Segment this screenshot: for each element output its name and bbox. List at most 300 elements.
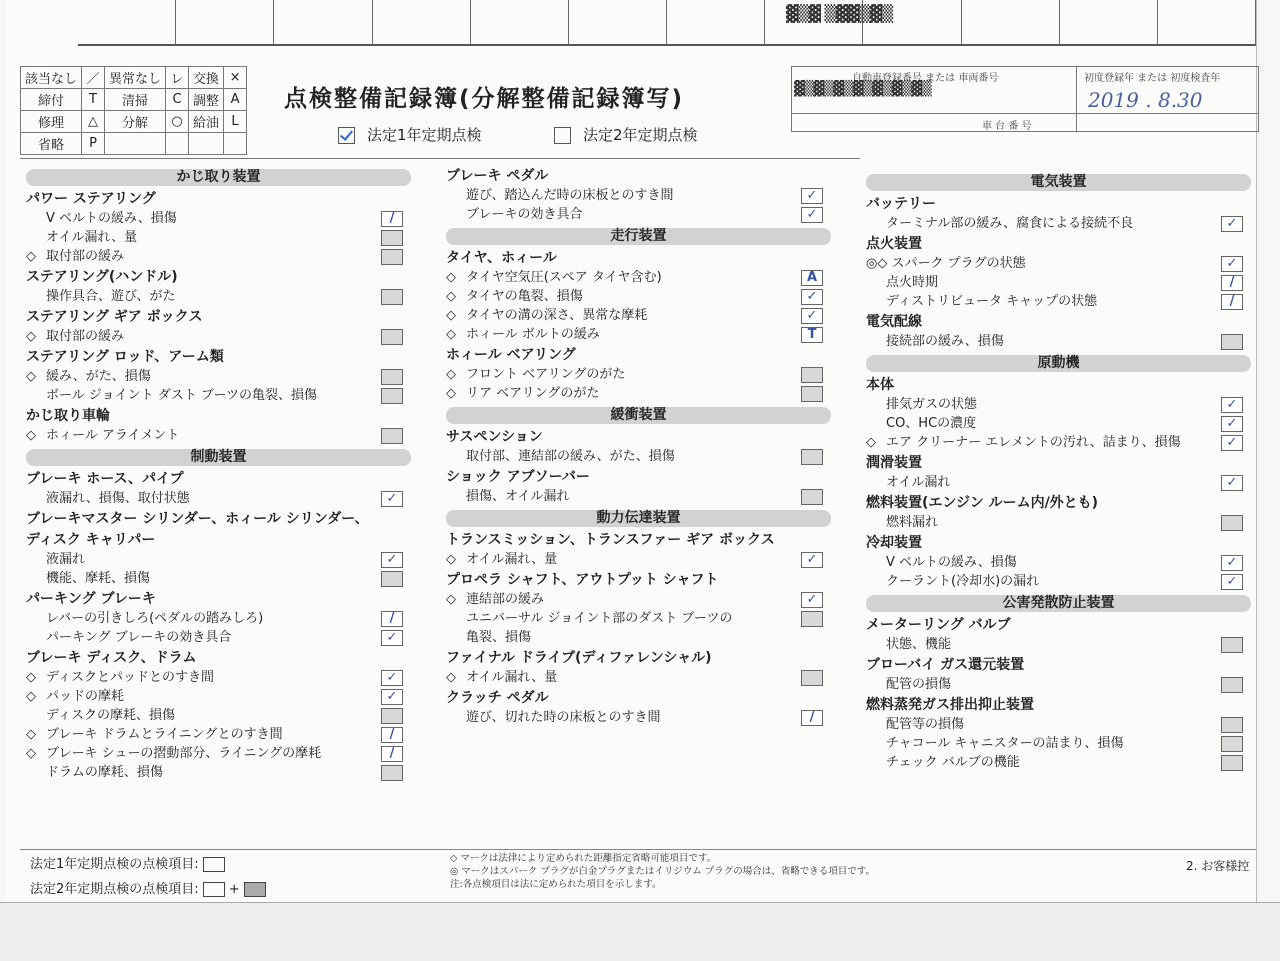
result-mark-icon: ✓ bbox=[1226, 574, 1238, 589]
result-checkbox[interactable] bbox=[1221, 256, 1243, 272]
result-checkbox[interactable] bbox=[381, 611, 403, 627]
item-group-title: 点火装置 bbox=[866, 236, 922, 252]
footer-legend bbox=[30, 853, 266, 897]
legend-term: 交換 bbox=[189, 67, 224, 89]
diamond-icon: ◇ bbox=[446, 308, 456, 323]
white-box-icon bbox=[203, 857, 225, 872]
diamond-icon: ◇ bbox=[446, 367, 456, 382]
item-group-title: ステアリング(ハンドル) bbox=[26, 269, 178, 285]
result-mark-icon: ✓ bbox=[1226, 397, 1238, 412]
item-group-title: タイヤ、ホィール bbox=[446, 250, 557, 266]
result-mark-icon bbox=[1222, 516, 1242, 530]
item-group-title: ブローバイ ガス還元装置 bbox=[866, 657, 1025, 673]
inspection-item-label: エア クリーナー エレメントの汚れ、詰まり、損傷 bbox=[886, 435, 1181, 450]
result-checkbox[interactable] bbox=[381, 571, 403, 587]
inspection-item bbox=[26, 367, 411, 386]
diamond-icon: ◇ bbox=[446, 552, 456, 567]
result-checkbox[interactable] bbox=[801, 367, 823, 383]
inspection-item-label: ディスクの摩耗、損傷 bbox=[46, 708, 175, 723]
inspection-item bbox=[446, 205, 831, 224]
diamond-icon: ◇ bbox=[26, 428, 36, 443]
item-group-title: 冷却装置 bbox=[866, 535, 922, 551]
inspection-item-label: ホィール アライメント bbox=[46, 428, 180, 443]
item-group-title: 潤滑装置 bbox=[866, 455, 922, 471]
inspection-item-label: 損傷、オイル漏れ bbox=[466, 489, 570, 504]
legend-symbol: P bbox=[82, 133, 105, 155]
diamond-icon: ◇ bbox=[446, 289, 456, 304]
diamond-icon: ◇ bbox=[866, 435, 876, 450]
inspection-item-label: ドラムの摩耗、損傷 bbox=[46, 765, 163, 780]
result-checkbox[interactable] bbox=[1221, 397, 1243, 413]
inspection-item bbox=[866, 292, 1251, 311]
column-brakes-drivetrain bbox=[446, 165, 831, 727]
result-mark-icon bbox=[382, 231, 402, 245]
footer-line-2: 法定2年定期点検の点検項目: bbox=[30, 882, 199, 897]
result-mark-icon: / bbox=[389, 211, 395, 226]
result-checkbox[interactable] bbox=[1221, 216, 1243, 232]
result-mark-icon bbox=[1222, 638, 1242, 652]
result-mark-icon: / bbox=[809, 710, 815, 725]
footnotes bbox=[450, 852, 875, 891]
inspection-item bbox=[446, 668, 831, 687]
result-mark-icon: ✓ bbox=[1226, 216, 1238, 231]
inspection-item-label: オイル漏れ、量 bbox=[466, 552, 558, 567]
section-header: かじ取り装置 bbox=[26, 169, 411, 186]
result-mark-icon bbox=[382, 370, 402, 384]
legend-term: 修理 bbox=[21, 111, 82, 133]
result-mark-icon bbox=[382, 389, 402, 403]
inspection-item-label: ボール ジョイント ダスト ブーツの亀裂、損傷 bbox=[46, 388, 317, 403]
inspection-item bbox=[446, 708, 831, 727]
inspection-item bbox=[446, 590, 831, 609]
inspection-item bbox=[26, 489, 411, 508]
divider bbox=[20, 849, 1256, 850]
inspection-item bbox=[446, 365, 831, 384]
inspection-item bbox=[446, 268, 831, 287]
page-number: 2. お客様控 bbox=[1186, 859, 1250, 873]
result-checkbox[interactable] bbox=[801, 386, 823, 402]
legend-symbol: C bbox=[166, 89, 189, 111]
legend-symbol: T bbox=[82, 89, 105, 111]
result-checkbox[interactable] bbox=[1221, 677, 1243, 693]
inspection-item-label: パーキング ブレーキの効き具合 bbox=[46, 630, 232, 645]
inspection-item bbox=[866, 513, 1251, 532]
result-checkbox[interactable] bbox=[1221, 515, 1243, 531]
inspection-item-label: 配管等の損傷 bbox=[886, 717, 965, 732]
result-checkbox[interactable] bbox=[1221, 435, 1243, 451]
result-checkbox[interactable] bbox=[1221, 334, 1243, 350]
inspection-item-label: ホィール ボルトの緩み bbox=[466, 327, 600, 342]
paper-edge bbox=[0, 902, 1280, 961]
redacted-stamp: ▓▒▓ ▒▓▓▒▓▒ bbox=[786, 4, 893, 23]
item-group-title: プロペラ シャフト、アウトプット シャフト bbox=[446, 572, 719, 588]
inspection-item-label: 連結部の緩み bbox=[466, 592, 545, 607]
legend-term bbox=[189, 133, 224, 155]
inspection-item-label: ディストリビュータ キャップの状態 bbox=[886, 294, 1098, 309]
result-checkbox[interactable] bbox=[801, 270, 823, 286]
result-mark-icon: ✓ bbox=[806, 207, 818, 222]
period-2-label: 法定2年定期点検 bbox=[583, 126, 698, 144]
legend-symbol: ／ bbox=[82, 67, 105, 89]
result-mark-icon: / bbox=[1229, 275, 1235, 290]
diamond-icon: ◇ bbox=[26, 689, 36, 704]
diamond-icon: ◇ bbox=[446, 327, 456, 342]
result-checkbox[interactable] bbox=[801, 670, 823, 686]
result-mark-icon bbox=[802, 612, 822, 626]
legend-symbol: ○ bbox=[166, 111, 189, 133]
result-checkbox[interactable] bbox=[1221, 475, 1243, 491]
item-group-title: メーターリング バルブ bbox=[866, 617, 1011, 633]
result-checkbox[interactable] bbox=[381, 746, 403, 762]
legend-symbol: △ bbox=[82, 111, 105, 133]
item-group-title: ブレーキ ディスク、ドラム bbox=[26, 650, 197, 666]
result-mark-icon bbox=[1222, 756, 1242, 770]
inspection-item-label: 燃料漏れ bbox=[886, 515, 939, 530]
inspection-item bbox=[446, 609, 831, 628]
result-mark-icon bbox=[802, 671, 822, 685]
item-group-title: かじ取り車輪 bbox=[26, 408, 110, 424]
period-1-checkbox[interactable] bbox=[338, 127, 355, 144]
result-checkbox[interactable] bbox=[381, 230, 403, 246]
white-box-icon bbox=[203, 882, 225, 897]
inspection-item bbox=[26, 247, 411, 266]
inspection-item-label: 排気ガスの状態 bbox=[886, 397, 978, 412]
legend-term: 省略 bbox=[21, 133, 82, 155]
item-group-title: 電気配線 bbox=[866, 314, 922, 330]
first-registration-date: 2019 . 8.30 bbox=[1088, 88, 1203, 112]
legend-term: 調整 bbox=[189, 89, 224, 111]
inspection-item bbox=[26, 763, 411, 782]
inspection-item-label: タイヤの亀裂、損傷 bbox=[466, 289, 583, 304]
inspection-item bbox=[446, 325, 831, 344]
inspection-item bbox=[866, 273, 1251, 292]
result-mark-icon bbox=[1222, 678, 1242, 692]
result-mark-icon: / bbox=[389, 727, 395, 742]
result-checkbox[interactable] bbox=[1221, 637, 1243, 653]
result-checkbox[interactable] bbox=[381, 689, 403, 705]
result-checkbox[interactable] bbox=[381, 369, 403, 385]
section-header: 走行装置 bbox=[446, 228, 831, 245]
redacted-plate: ▓▒▓▒▓▒▓▒▓▒▓▒▓▒ bbox=[794, 81, 931, 97]
inspection-item bbox=[26, 569, 411, 588]
result-mark-icon bbox=[802, 387, 822, 401]
result-mark-icon: ✓ bbox=[1226, 256, 1238, 271]
diamond-icon: ◇ bbox=[446, 270, 456, 285]
result-mark-icon: A bbox=[806, 270, 818, 285]
diamond-icon: ◇ bbox=[446, 592, 456, 607]
inspection-item-label: 状態、機能 bbox=[886, 637, 952, 652]
inspection-item-label: ターミナル部の緩み、腐食による接続不良 bbox=[886, 216, 1134, 231]
inspection-item bbox=[26, 550, 411, 569]
result-mark-icon bbox=[382, 290, 402, 304]
item-group-title: クラッチ ペダル bbox=[446, 690, 549, 706]
result-checkbox[interactable] bbox=[381, 630, 403, 646]
chassis-label: 車 台 番 号 bbox=[982, 121, 1032, 132]
result-mark-icon bbox=[382, 330, 402, 344]
item-group-title: 本体 bbox=[866, 377, 894, 393]
item-group-title: サスペンション bbox=[446, 429, 543, 445]
inspection-item-label: オイル漏れ bbox=[886, 475, 951, 490]
inspection-item bbox=[446, 447, 831, 466]
column-electrical-engine bbox=[866, 170, 1251, 772]
result-mark-icon: ✓ bbox=[386, 689, 398, 704]
result-mark-icon bbox=[802, 490, 822, 504]
result-mark-icon: / bbox=[389, 611, 395, 626]
result-checkbox[interactable] bbox=[1221, 736, 1243, 752]
inspection-item-label: 機能、摩耗、損傷 bbox=[46, 571, 151, 586]
inspection-item bbox=[866, 753, 1251, 772]
result-mark-icon: ✓ bbox=[1226, 435, 1238, 450]
result-mark-icon: ✓ bbox=[1226, 555, 1238, 570]
result-mark-icon: ✓ bbox=[806, 188, 818, 203]
inspection-item bbox=[866, 254, 1251, 273]
item-group-title: 燃料蒸発ガス排出抑止装置 bbox=[866, 697, 1034, 713]
result-mark-icon: ✓ bbox=[1226, 416, 1238, 431]
inspection-item-label: オイル漏れ、量 bbox=[466, 670, 558, 685]
result-checkbox[interactable] bbox=[381, 329, 403, 345]
result-mark-icon bbox=[802, 368, 822, 382]
inspection-item bbox=[26, 706, 411, 725]
inspection-item bbox=[26, 725, 411, 744]
diamond-icon: ◇ bbox=[26, 727, 36, 742]
legend-term: 給油 bbox=[189, 111, 224, 133]
result-mark-icon bbox=[802, 450, 822, 464]
item-group-title: パーキング ブレーキ bbox=[26, 591, 156, 607]
result-mark-icon bbox=[382, 709, 402, 723]
result-mark-icon bbox=[1222, 737, 1242, 751]
period-1-label: 法定1年定期点検 bbox=[367, 126, 482, 144]
footnote: ◎ マークはスパーク プラグが白金プラグまたはイリジウム プラグの場合は、省略できる項目です。 bbox=[450, 866, 875, 877]
inspection-item bbox=[866, 675, 1251, 694]
inspection-item bbox=[866, 414, 1251, 433]
item-group-title: パワー ステアリング bbox=[26, 191, 156, 207]
result-checkbox[interactable] bbox=[801, 552, 823, 568]
inspection-item bbox=[866, 734, 1251, 753]
inspection-item-label: 遊び、踏込んだ時の床板とのすき間 bbox=[466, 188, 674, 203]
item-group-title: ブレーキ ホース、パイプ bbox=[26, 471, 184, 487]
diamond-icon: ◇ bbox=[446, 670, 456, 685]
inspection-item-label: 液漏れ bbox=[46, 552, 86, 567]
inspection-item bbox=[26, 287, 411, 306]
result-mark-icon bbox=[382, 572, 402, 586]
result-checkbox[interactable] bbox=[1221, 717, 1243, 733]
inspection-item-label: ブレーキ ドラムとライニングとのすき間 bbox=[46, 727, 283, 742]
result-checkbox[interactable] bbox=[381, 708, 403, 724]
result-checkbox[interactable] bbox=[381, 552, 403, 568]
inspection-item-label: 液漏れ、損傷、取付状態 bbox=[46, 491, 190, 506]
item-group-title: トランスミッション、トランスファー ギア ボックス bbox=[446, 532, 775, 548]
inspection-item bbox=[26, 668, 411, 687]
inspection-item-label: リア ベアリングのがた bbox=[466, 386, 600, 401]
result-checkbox[interactable] bbox=[1221, 416, 1243, 432]
result-mark-icon: ✓ bbox=[386, 552, 398, 567]
legend-symbol: A bbox=[224, 89, 247, 111]
diamond-icon: ◇ bbox=[26, 746, 36, 761]
result-checkbox[interactable] bbox=[381, 428, 403, 444]
period-2-option[interactable] bbox=[554, 124, 698, 145]
result-mark-icon: ✓ bbox=[1226, 475, 1238, 490]
result-mark-icon bbox=[382, 250, 402, 264]
inspection-item bbox=[866, 715, 1251, 734]
legend-term: 分解 bbox=[105, 111, 166, 133]
result-checkbox[interactable] bbox=[801, 611, 823, 627]
result-checkbox[interactable] bbox=[1221, 275, 1243, 291]
result-checkbox[interactable] bbox=[381, 249, 403, 265]
result-checkbox[interactable] bbox=[381, 727, 403, 743]
inspection-item-label: 亀裂、損傷 bbox=[466, 630, 532, 645]
item-group-title: 燃料装置(エンジン ルーム内/外とも) bbox=[866, 495, 1099, 511]
result-checkbox[interactable] bbox=[801, 207, 823, 223]
result-checkbox[interactable] bbox=[801, 188, 823, 204]
inspection-item-label: ブレーキ シューの摺動部分、ライニングの摩耗 bbox=[46, 746, 322, 761]
inspection-item-label: パッドの摩耗 bbox=[46, 689, 125, 704]
result-checkbox[interactable] bbox=[381, 211, 403, 227]
result-mark-icon: ✓ bbox=[806, 592, 818, 607]
legend-term: 異常なし bbox=[105, 67, 166, 89]
previous-page-strip bbox=[78, 0, 1256, 46]
inspection-item bbox=[446, 306, 831, 325]
item-group-title: ステアリング ギア ボックス bbox=[26, 309, 203, 325]
section-header: 緩衝装置 bbox=[446, 407, 831, 424]
result-checkbox[interactable] bbox=[381, 670, 403, 686]
inspection-item-label: オイル漏れ、量 bbox=[46, 230, 138, 245]
inspection-item-label: チェック バルブの機能 bbox=[886, 755, 1020, 770]
inspection-item bbox=[446, 628, 831, 647]
inspection-item bbox=[26, 386, 411, 405]
inspection-item-label: 配管の損傷 bbox=[886, 677, 952, 692]
inspection-item-label: 接続部の緩み、損傷 bbox=[886, 334, 1004, 349]
inspection-item-label: CO、HCの濃度 bbox=[886, 416, 977, 431]
inspection-item bbox=[26, 327, 411, 346]
inspection-item-label: 点火時期 bbox=[886, 275, 939, 290]
inspection-item bbox=[26, 687, 411, 706]
legend-symbol: レ bbox=[166, 67, 189, 89]
period-2-checkbox[interactable] bbox=[554, 127, 571, 144]
result-checkbox[interactable] bbox=[801, 308, 823, 324]
inspection-item bbox=[446, 487, 831, 506]
result-mark-icon: ✓ bbox=[386, 630, 398, 645]
result-mark-icon: ✓ bbox=[806, 552, 818, 567]
result-mark-icon: / bbox=[1229, 294, 1235, 309]
result-mark-icon: ✓ bbox=[386, 670, 398, 685]
inspection-item-label: チャコール キャニスターの詰まり、損傷 bbox=[886, 736, 1124, 751]
item-group-title: ブレーキマスター シリンダー、ホィール シリンダー、 bbox=[26, 511, 369, 527]
inspection-item bbox=[866, 332, 1251, 351]
result-checkbox[interactable] bbox=[801, 289, 823, 305]
result-checkbox[interactable] bbox=[381, 765, 403, 781]
item-group-title: ファイナル ドライブ(ディファレンシャル) bbox=[446, 650, 712, 666]
section-header: 制動装置 bbox=[26, 449, 411, 466]
inspection-item-label: 緩み、がた、損傷 bbox=[46, 369, 151, 384]
inspection-item bbox=[866, 473, 1251, 492]
footnote: ◇ マークは法律により定められた距離指定省略可能項目です。 bbox=[450, 853, 717, 864]
footnote: 注:各点検項目は法に定められた項目を示します。 bbox=[450, 879, 662, 890]
item-group-title: ショック アブソーバー bbox=[446, 469, 590, 485]
result-checkbox[interactable] bbox=[1221, 755, 1243, 771]
result-checkbox[interactable] bbox=[1221, 574, 1243, 590]
section-header: 動力伝達装置 bbox=[446, 510, 831, 527]
result-mark-icon: ✓ bbox=[806, 308, 818, 323]
section-header: 電気装置 bbox=[866, 174, 1251, 191]
legend-term bbox=[105, 133, 166, 155]
result-checkbox[interactable] bbox=[801, 327, 823, 343]
inspection-item bbox=[866, 395, 1251, 414]
inspection-item bbox=[26, 426, 411, 445]
item-group-title: バッテリー bbox=[866, 196, 936, 212]
result-checkbox[interactable] bbox=[1221, 294, 1243, 310]
diamond-icon: ◇ bbox=[26, 329, 36, 344]
legend-symbol bbox=[224, 133, 247, 155]
inspection-item bbox=[446, 287, 831, 306]
column-steering-brakes bbox=[26, 165, 411, 782]
result-checkbox[interactable] bbox=[801, 710, 823, 726]
inspection-item-label: レバーの引きしろ(ペダルの踏みしろ) bbox=[46, 611, 264, 626]
inspection-item bbox=[866, 433, 1251, 452]
inspection-item-label: 遊び、切れた時の床板とのすき間 bbox=[466, 710, 661, 725]
result-mark-icon bbox=[1222, 718, 1242, 732]
legend-symbol: L bbox=[224, 111, 247, 133]
gray-box-icon bbox=[244, 882, 266, 897]
inspection-sheet bbox=[6, 0, 1257, 960]
inspection-item bbox=[26, 228, 411, 247]
item-group-title: ディスク キャリパー bbox=[26, 532, 156, 548]
result-checkbox[interactable] bbox=[381, 388, 403, 404]
page-title: 点検整備記録簿(分解整備記録簿写) bbox=[284, 86, 685, 112]
item-group-title: ホィール ベアリング bbox=[446, 347, 576, 363]
result-checkbox[interactable] bbox=[801, 489, 823, 505]
result-checkbox[interactable] bbox=[801, 449, 823, 465]
diamond-icon: ◇ bbox=[26, 670, 36, 685]
legend-symbol bbox=[166, 133, 189, 155]
result-mark-icon bbox=[1222, 335, 1242, 349]
inspection-item-label: フロント ベアリングのがた bbox=[466, 367, 626, 382]
inspection-item bbox=[26, 609, 411, 628]
inspection-item-label: V ベルトの緩み、損傷 bbox=[46, 211, 177, 226]
item-group-title: ブレーキ ペダル bbox=[446, 168, 549, 184]
result-mark-icon bbox=[382, 429, 402, 443]
inspection-item-label: 取付部、連結部の緩み、がた、損傷 bbox=[466, 449, 675, 464]
inspection-item-label: タイヤの溝の深さ、異常な摩耗 bbox=[466, 308, 648, 323]
diamond-icon: ◇ bbox=[446, 386, 456, 401]
diamond-icon: ◇ bbox=[26, 249, 36, 264]
inspection-item-label: ディスクとパッドとのすき間 bbox=[46, 670, 214, 685]
reg-no-label: 自動車登録番号 または 車両番号 bbox=[852, 73, 999, 84]
result-mark-icon: / bbox=[389, 746, 395, 761]
result-checkbox[interactable] bbox=[381, 491, 403, 507]
period-1-option[interactable] bbox=[338, 124, 482, 145]
inspection-item-label: 取付部の緩み bbox=[46, 329, 125, 344]
inspection-item-label: V ベルトの緩み、損傷 bbox=[886, 555, 1017, 570]
result-checkbox[interactable] bbox=[801, 592, 823, 608]
legend-term: 清掃 bbox=[105, 89, 166, 111]
result-mark-icon: T bbox=[807, 327, 817, 342]
inspection-item-label: タイヤ空気圧(スペア タイヤ含む) bbox=[466, 270, 662, 285]
result-mark-icon: ✓ bbox=[806, 289, 818, 304]
divider bbox=[20, 158, 860, 159]
result-checkbox[interactable] bbox=[381, 289, 403, 305]
result-mark-icon: ✓ bbox=[386, 491, 398, 506]
plus-sign: + bbox=[228, 882, 240, 897]
inspection-item-label: ユニバーサル ジョイント部のダスト ブーツの bbox=[466, 611, 733, 626]
inspection-item-label: ブレーキの効き具合 bbox=[466, 207, 583, 222]
legend-symbol: × bbox=[224, 67, 247, 89]
inspection-item bbox=[446, 384, 831, 403]
inspection-item bbox=[446, 550, 831, 569]
inspection-item bbox=[866, 572, 1251, 591]
inspection-item bbox=[26, 744, 411, 763]
inspection-item-label: ◎◇ スパーク プラグの状態 bbox=[866, 256, 1026, 271]
result-checkbox[interactable] bbox=[1221, 555, 1243, 571]
